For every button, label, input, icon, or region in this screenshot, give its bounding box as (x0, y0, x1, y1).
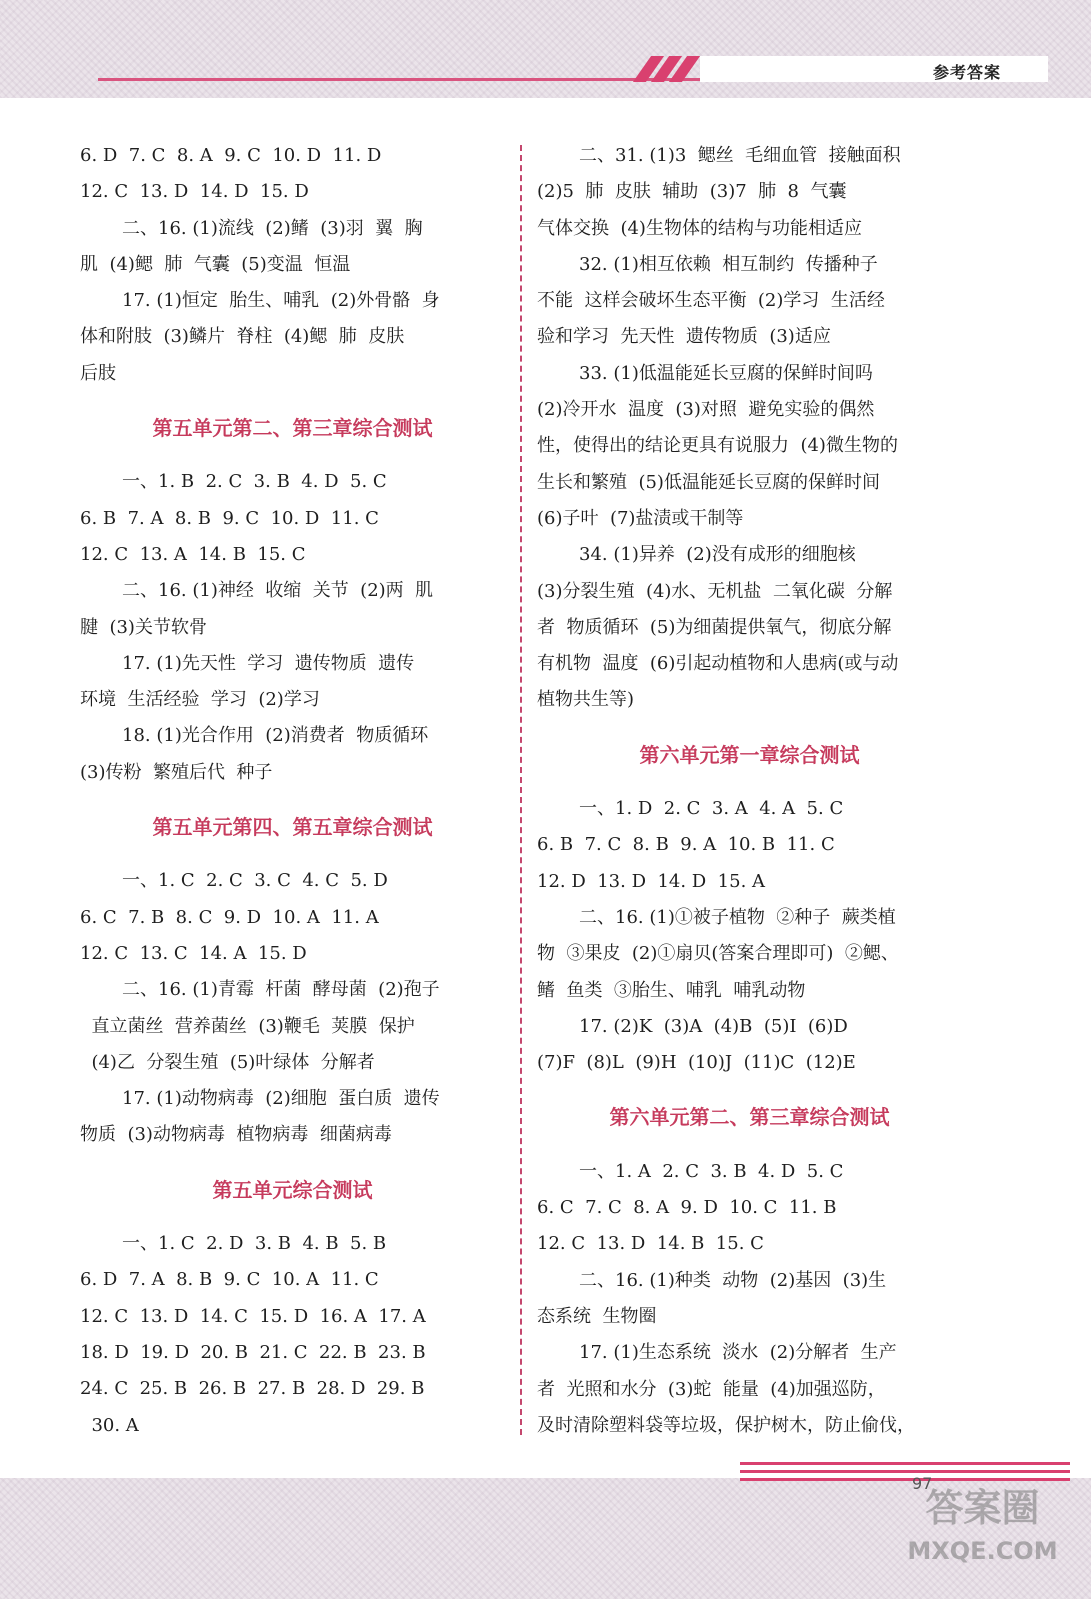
answer-line: 二、16. (1)流线 (2)鳍 (3)羽 翼 胸 (122, 217, 423, 239)
answer-line: 17. (1)动物病毒 (2)细胞 蛋白质 遗传 (122, 1088, 440, 1110)
answer-line: 12. C 13. A 14. B 15. C (80, 543, 306, 565)
answer-line: 一、1. D 2. C 3. A 4. A 5. C (579, 798, 844, 820)
answer-line: 物 ③果皮 (2)①扇贝(答案合理即可) ②鳃、 (537, 943, 899, 965)
answer-line: 30. A (80, 1414, 139, 1436)
answer-line: 6. C 7. C 8. A 9. D 10. C 11. B (537, 1197, 837, 1219)
answer-line: (6)子叶 (7)盐渍或干制等 (537, 507, 744, 529)
answer-line: 12. D 13. D 14. D 15. A (537, 870, 766, 892)
answer-line: 态系统 生物圈 (537, 1305, 657, 1327)
answer-line: 12. C 13. D 14. B 15. C (537, 1233, 764, 1255)
answer-line: 12. C 13. D 14. D 15. D (80, 181, 309, 203)
answer-line: 一、1. A 2. C 3. B 4. D 5. C (579, 1160, 844, 1182)
answer-line: 者 物质循环 (5)为细菌提供氧气，彻底分解 (537, 616, 892, 638)
right-column (537, 138, 962, 1444)
answer-line: 环境 生活经验 学习 (2)学习 (80, 689, 320, 711)
header-stripes (636, 56, 706, 82)
header-title: 参考答案 (932, 63, 1001, 82)
answer-line: (2)5 肺 皮肤 辅助 (3)7 肺 8 气囊 (537, 181, 847, 203)
answer-line: (3)分裂生殖 (4)水、无机盐 二氧化碳 分解 (537, 580, 893, 602)
answer-line: 不能 这样会破坏生态平衡 (2)学习 生活经 (537, 290, 885, 312)
answer-line: 二、16. (1)神经 收缩 关节 (2)两 肌 (122, 580, 434, 602)
section-heading: 第六单元第一章综合测试 (639, 742, 860, 767)
answer-line: 肌 (4)鳃 肺 气囊 (5)变温 恒温 (80, 253, 351, 275)
column-divider (520, 145, 522, 1435)
answer-line: (7)F (8)L (9)H (10)J (11)C (12)E (537, 1052, 856, 1074)
answer-line: 鳍 鱼类 ③胎生、哺乳 哺乳动物 (537, 979, 806, 1001)
answer-line: (3)传粉 繁殖后代 种子 (80, 761, 273, 783)
answer-line: 者 光照和水分 (3)蛇 能量 (4)加强巡防， (537, 1378, 886, 1400)
answer-line: 6. C 7. B 8. C 9. D 10. A 11. A (80, 906, 379, 928)
section-heading: 第五单元综合测试 (212, 1177, 373, 1202)
answer-line: 32. (1)相互依赖 相互制约 传播种子 (579, 253, 878, 275)
answer-line: 气体交换 (4)生物体的结构与功能相适应 (537, 217, 862, 239)
left-column (80, 138, 505, 1444)
answer-line: 直立菌丝 营养菌丝 (3)鞭毛 荚膜 保护 (80, 1015, 415, 1037)
answer-line: (4)乙 分裂生殖 (5)叶绿体 分解者 (80, 1051, 375, 1073)
answer-line: 验和学习 先天性 遗传物质 (3)适应 (537, 326, 831, 348)
answer-line: 腱 (3)关节软骨 (80, 616, 207, 638)
answer-line: 18. (1)光合作用 (2)消费者 物质循环 (122, 725, 429, 747)
answer-line: 物质 (3)动物病毒 植物病毒 细菌病毒 (80, 1124, 392, 1146)
answer-line: 生长和繁殖 (5)低温能延长豆腐的保鲜时间 (537, 471, 880, 493)
answer-line: 6. D 7. A 8. B 9. C 10. A 11. C (80, 1269, 379, 1291)
answer-line: 17. (1)先天性 学习 遗传物质 遗传 (122, 652, 415, 674)
answer-line: 二、16. (1)青霉 杆菌 酵母菌 (2)孢子 (122, 979, 440, 1001)
answer-line: 性，使得出的结论更具有说服力 (4)微生物的 (537, 435, 898, 457)
answer-line: (2)冷开水 温度 (3)对照 避免实验的偶然 (537, 399, 875, 421)
answer-line: 33. (1)低温能延长豆腐的保鲜时间吗 (579, 362, 873, 384)
answer-line: 17. (1)恒定 胎生、哺乳 (2)外骨骼 身 (122, 290, 440, 312)
section-heading: 第五单元第二、第三章综合测试 (152, 416, 433, 441)
answer-line: 24. C 25. B 26. B 27. B 28. D 29. B (80, 1378, 425, 1400)
answer-line: 17. (1)生态系统 淡水 (2)分解者 生产 (579, 1342, 897, 1364)
answer-line: 6. D 7. C 8. A 9. C 10. D 11. D (80, 145, 382, 166)
answer-line: 6. B 7. A 8. B 9. C 10. D 11. C (80, 507, 379, 529)
answer-line: 二、16. (1)种类 动物 (2)基因 (3)生 (579, 1269, 887, 1291)
watermark (895, 1482, 1070, 1582)
section-heading: 第六单元第二、第三章综合测试 (609, 1105, 890, 1130)
answer-line: 18. D 19. D 20. B 21. C 22. B 23. B (80, 1341, 426, 1363)
answer-line: 一、1. C 2. C 3. C 4. C 5. D (122, 870, 388, 892)
answer-line: 6. B 7. C 8. B 9. A 10. B 11. C (537, 834, 835, 856)
answer-line: 体和附肢 (3)鳞片 脊柱 (4)鳃 肺 皮肤 (80, 326, 405, 348)
page-number: 97 (912, 1474, 933, 1493)
answer-line: 二、31. (1)3 鳃丝 毛细血管 接触面积 (579, 145, 901, 166)
answer-line: 后肢 (80, 362, 116, 384)
answer-line: 及时清除塑料袋等垃圾，保护树木，防止偷伐， (537, 1414, 915, 1436)
answer-line: 一、1. B 2. C 3. B 4. D 5. C (122, 471, 387, 493)
section-heading: 第五单元第四、第五章综合测试 (152, 815, 433, 840)
watermark-text-top: 答案圈 (925, 1486, 1040, 1530)
answer-line: 12. C 13. D 14. C 15. D 16. A 17. A (80, 1305, 426, 1327)
header-band (0, 0, 1091, 98)
answer-line: 34. (1)异养 (2)没有成形的细胞核 (579, 544, 856, 566)
answer-line: 有机物 温度 (6)引起动植物和人患病(或与动 (537, 653, 899, 675)
answer-line: 17. (2)K (3)A (4)B (5)I (6)D (579, 1015, 848, 1037)
answer-line: 二、16. (1)①被子植物 ②种子 蕨类植 (579, 906, 896, 928)
answer-line: 植物共生等) (537, 689, 635, 711)
watermark-text-bottom: MXQE.COM (907, 1537, 1058, 1565)
answer-line: 12. C 13. C 14. A 15. D (80, 942, 307, 964)
answer-line: 一、1. C 2. D 3. B 4. B 5. B (122, 1233, 387, 1255)
